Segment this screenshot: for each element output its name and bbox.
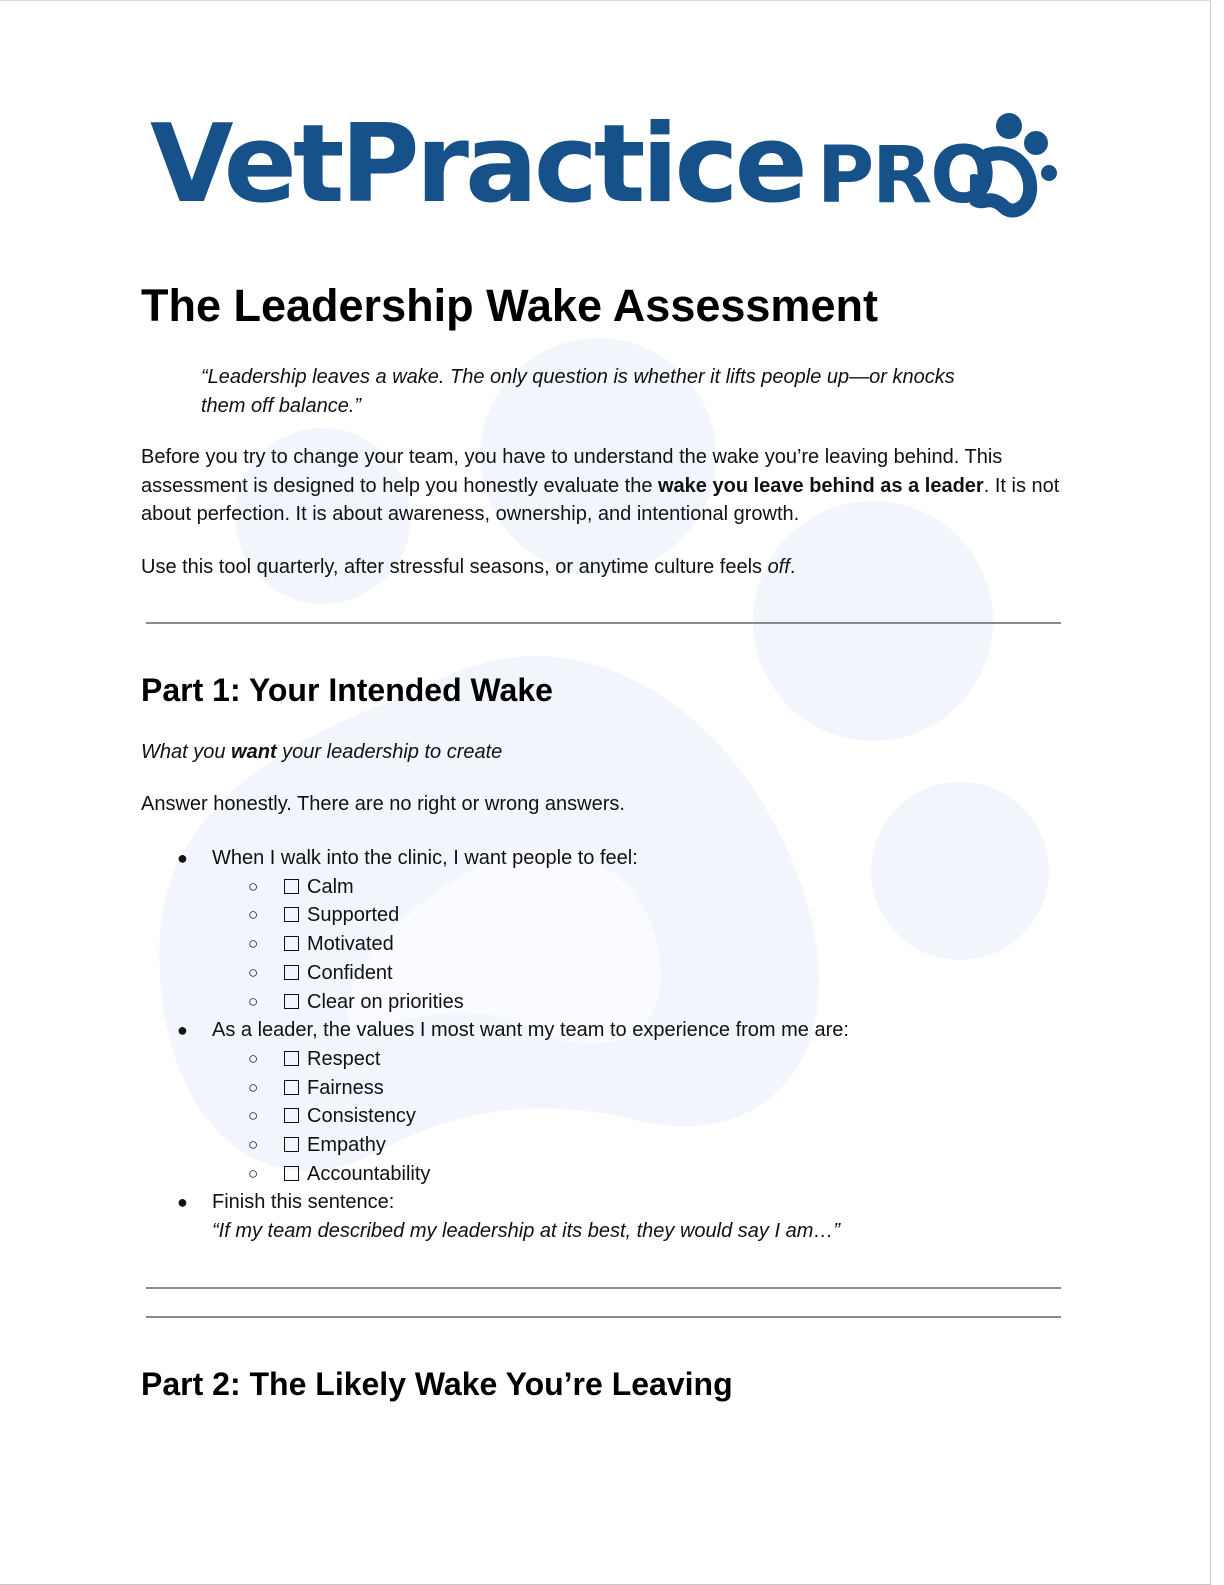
epigraph-quote: “Leadership leaves a wake. The only question is whether it lifts people up—or knocks them off balance.” [201,366,955,417]
option-empathy[interactable]: ○ Empathy [212,1131,1050,1160]
bullet-icon: ● [177,1020,188,1041]
checkbox[interactable] [284,907,299,922]
option-fairness[interactable]: ○ Fairness [212,1074,1050,1103]
circle-bullet-icon: ○ [248,991,259,1011]
option-calm[interactable]: ○ Calm [212,873,1050,902]
page-title: The Leadership Wake Assessment [141,280,878,331]
question-feelings: ● When I walk into the clinic, I want people to feel: ○ Calm ○ Supported ○ Motivated ○ Confident ○ Clear on priorities [170,844,1050,1016]
intro-emphasis: wake you leave behind as a leader [658,474,984,497]
option-motivated[interactable]: ○ Motivated [212,930,1050,959]
checkbox[interactable] [284,936,299,951]
part1-heading: Part 1: Your Intended Wake [141,672,553,708]
circle-bullet-icon: ○ [248,962,259,982]
circle-bullet-icon: ○ [248,1106,259,1126]
intro-paragraph: Before you try to change your team, you have to understand the wake you’re leaving behind. This assessment is designed to help you honestly evaluate the wake you leave behind as a leader. It is not about perfection. It is about awareness, ownership, and intentional growth. [141,446,1060,525]
values-options [212,1045,1050,1189]
question-finish-sentence: ● Finish this sentence: “If my team described my leadership at its best, they would say I am…” [170,1188,1050,1245]
circle-bullet-icon: ○ [248,905,259,925]
question-list [170,844,1050,1246]
bullet-icon: ● [177,848,188,868]
divider [146,622,1061,624]
checkbox[interactable] [284,1137,299,1152]
checkbox[interactable] [284,1080,299,1095]
paw-icon [970,111,1070,221]
part1-instruction: Answer honestly. There are no right or wrong answers. [141,793,625,815]
feelings-options [212,873,1050,1017]
circle-bullet-icon: ○ [248,1135,259,1155]
sentence-prompt: “If my team described my leadership at its best, they would say I am…” [212,1220,841,1243]
answer-line-1[interactable] [146,1287,1061,1289]
option-respect[interactable]: ○ Respect [212,1045,1050,1074]
usage-paragraph: Use this tool quarterly, after stressful seasons, or anytime culture feels off. [141,556,796,578]
brand-logo [150,102,1070,227]
option-confident[interactable]: ○ Confident [212,959,1050,988]
answer-line-2[interactable] [146,1316,1061,1318]
bullet-icon: ● [177,1192,188,1213]
circle-bullet-icon: ○ [248,1048,259,1068]
checkbox[interactable] [284,879,299,894]
logo-pro-text: PRO [817,131,995,221]
option-accountability[interactable]: ○ Accountability [212,1160,1050,1189]
checkbox[interactable] [284,1051,299,1066]
checkbox[interactable] [284,994,299,1009]
question-values: ● As a leader, the values I most want my team to experience from me are: ○ Respect ○ Fairness ○ Consistency ○ Empathy ○ Accountability [170,1016,1050,1188]
circle-bullet-icon: ○ [248,876,259,896]
logo-wordmark: VetPractice [150,102,804,227]
part2-heading: Part 2: The Likely Wake You’re Leaving [141,1366,733,1402]
checkbox[interactable] [284,1108,299,1123]
checkbox[interactable] [284,965,299,980]
part1-subtitle: What you want your leadership to create [141,741,503,763]
option-supported[interactable]: ○ Supported [212,901,1050,930]
option-consistency[interactable]: ○ Consistency [212,1102,1050,1131]
checkbox[interactable] [284,1166,299,1181]
option-clear-priorities[interactable]: ○ Clear on priorities [212,988,1050,1017]
circle-bullet-icon: ○ [248,1077,259,1097]
circle-bullet-icon: ○ [248,934,259,954]
circle-bullet-icon: ○ [248,1163,259,1183]
